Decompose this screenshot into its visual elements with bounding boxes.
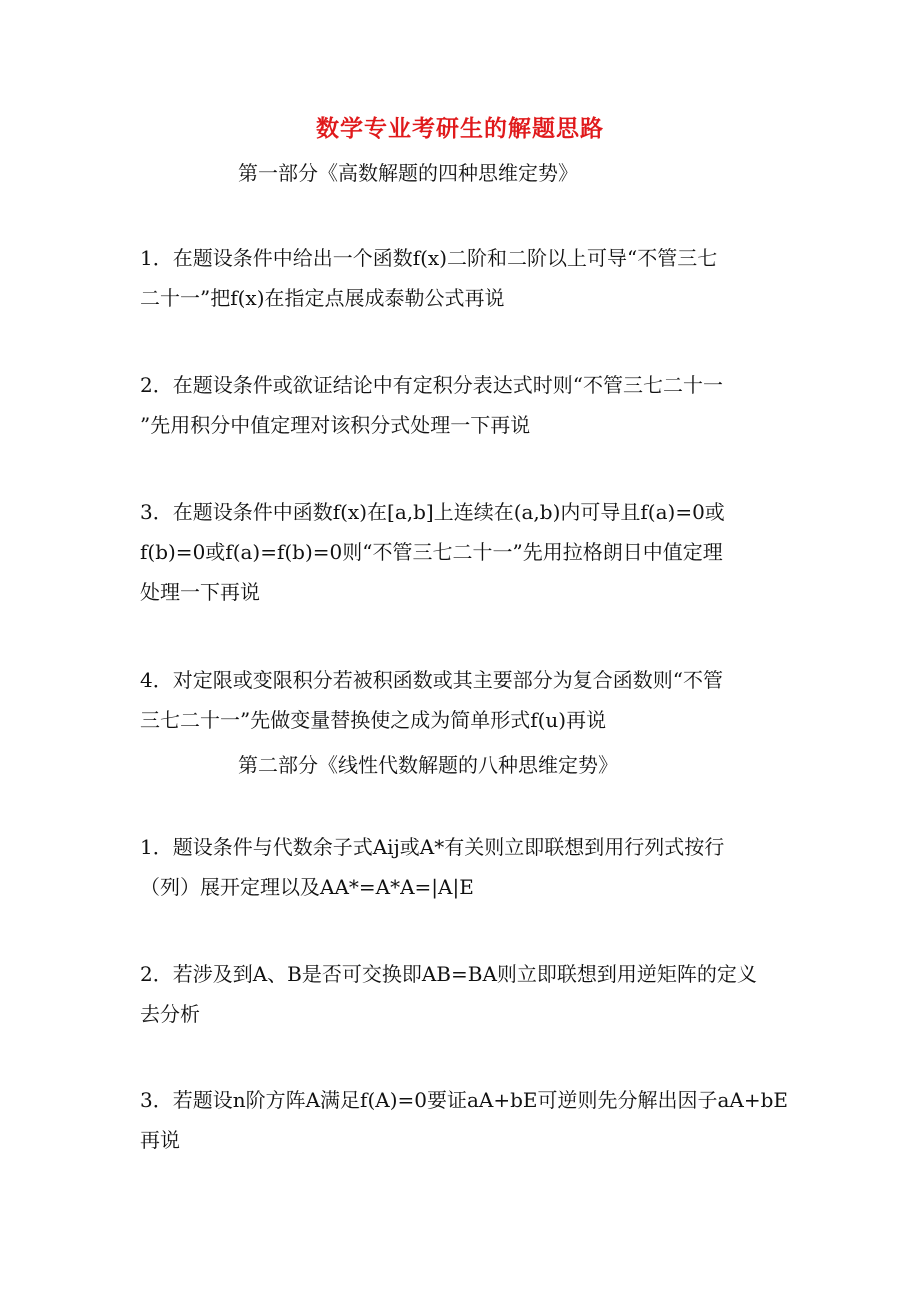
document-title: 数学专业考研生的解题思路 bbox=[316, 115, 604, 142]
paragraph-line: 再说 bbox=[140, 1128, 180, 1152]
paragraph-line: 1．在题设条件中给出一个函数f(x)二阶和二阶以上可导“不管三七 bbox=[140, 246, 718, 270]
paragraph-line: 1．题设条件与代数余子式Aij或A*有关则立即联想到用行列式按行 bbox=[140, 835, 725, 859]
paragraph-line: 去分析 bbox=[140, 1002, 200, 1026]
paragraph-line: 处理一下再说 bbox=[140, 580, 260, 604]
paragraph-line: 三七二十一”先做变量替换使之成为简单形式f(u)再说 bbox=[140, 708, 607, 732]
part1-item-2 bbox=[140, 365, 790, 445]
paragraph-line: 3．若题设n阶方阵A满足f(A)=0要证aA+bE可逆则先分解出因子aA+bE bbox=[140, 1088, 789, 1112]
paragraph-line: 3．在题设条件中函数f(x)在[a,b]上连续在(a,b)内可导且f(a)=0或 bbox=[140, 500, 725, 524]
part1-heading: 第一部分《高数解题的四种思维定势》 bbox=[238, 161, 578, 185]
paragraph-line: 4．对定限或变限积分若被积函数或其主要部分为复合函数则“不管 bbox=[140, 668, 723, 692]
part2-item-3 bbox=[140, 1080, 790, 1160]
paragraph-line: ”先用积分中值定理对该积分式处理一下再说 bbox=[140, 413, 531, 437]
paragraph-line: 2．在题设条件或欲证结论中有定积分表达式时则“不管三七二十一 bbox=[140, 373, 723, 397]
part1-item-3 bbox=[140, 492, 790, 612]
paragraph-line: 2．若涉及到A、B是否可交换即AB=BA则立即联想到用逆矩阵的定义 bbox=[140, 962, 757, 986]
paragraph-line: （列）展开定理以及AA*=A*A=|A|E bbox=[140, 875, 474, 899]
part2-item-2 bbox=[140, 954, 790, 1034]
paragraph-line: 二十一”把f(x)在指定点展成泰勒公式再说 bbox=[140, 286, 505, 310]
part2-heading: 第二部分《线性代数解题的八种思维定势》 bbox=[238, 753, 618, 777]
part2-item-1 bbox=[140, 827, 790, 907]
part1-item-1 bbox=[140, 238, 790, 318]
paragraph-line: f(b)=0或f(a)=f(b)=0则“不管三七二十一”先用拉格朗日中值定理 bbox=[140, 540, 723, 564]
part1-item-4 bbox=[140, 660, 790, 740]
